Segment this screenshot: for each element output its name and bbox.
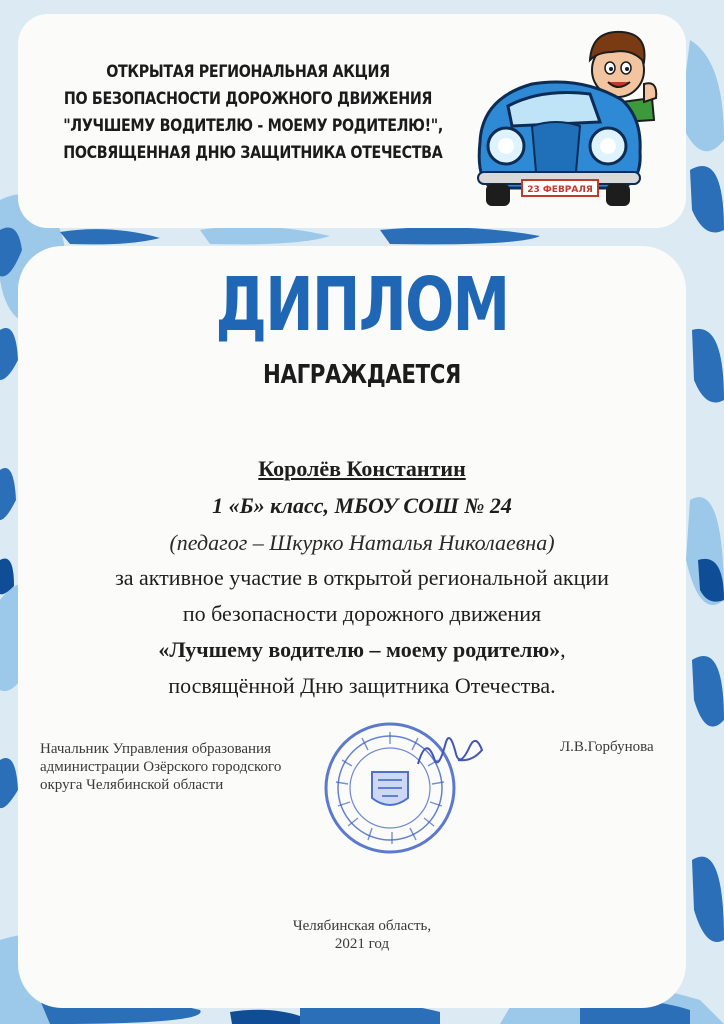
handwritten-signature [412, 728, 492, 778]
reason-line-1: за активное участие в открытой региональной акции [115, 565, 609, 590]
campaign-line [0, 637, 724, 663]
cartoon-car-illustration [472, 22, 668, 212]
signatory-position [40, 740, 281, 794]
teacher-line: (педагог – Шкурко Наталья Николаевна) [169, 530, 555, 555]
awarded-heading: НАГРАЖДАЕТСЯ [263, 360, 461, 390]
heading-line-4: ПОСВЯЩЕННАЯ ДНЮ ЗАЩИТНИКА ОТЕЧЕСТВА [63, 143, 443, 163]
position-line-3: округа Челябинской области [40, 777, 224, 793]
year-line: 2021 год [334, 936, 390, 952]
position-line-2: администрации Озёрского городского [40, 759, 282, 775]
plate-text: 23 ФЕВРАЛЯ [527, 185, 593, 195]
position-line-1: Начальник Управления образования [40, 741, 271, 757]
campaign-name: «Лучшему водителю – моему родителю» [158, 637, 561, 662]
recipient-name: Королёв Константин [258, 456, 466, 481]
heading-line-2: ПО БЕЗОПАСНОСТИ ДОРОЖНОГО ДВИЖЕНИЯ [63, 89, 433, 109]
campaign-comma: , [560, 637, 566, 662]
heading-line-1: ОТКРЫТАЯ РЕГИОНАЛЬНАЯ АКЦИЯ [106, 62, 390, 82]
signatory-name: Л.В.Горбунова [560, 739, 654, 755]
reason-line-2: по безопасности дорожного движения [182, 601, 542, 626]
diploma-title: ДИПЛОМ [215, 262, 509, 348]
class-school: 1 «Б» класс, МБОУ СОШ № 24 [212, 493, 512, 518]
place-line: Челябинская область, [292, 918, 432, 934]
heading-line-3: "ЛУЧШЕМУ ВОДИТЕЛЮ - МОЕМУ РОДИТЕЛЮ!", [63, 116, 443, 136]
reason-line-3: посвящённой Дню защитника Отечества. [168, 673, 556, 698]
